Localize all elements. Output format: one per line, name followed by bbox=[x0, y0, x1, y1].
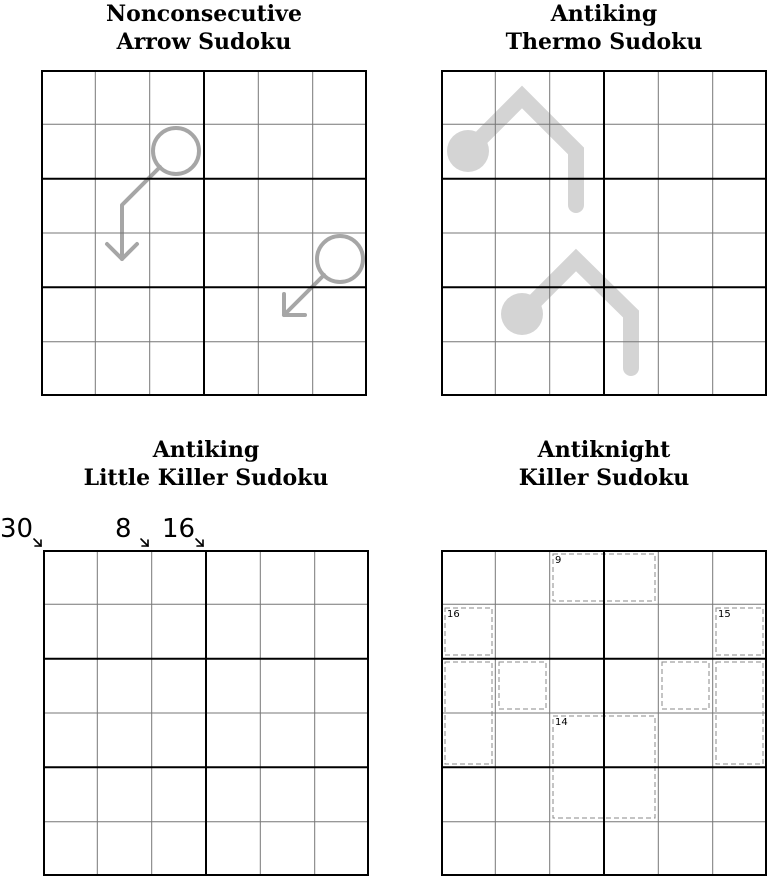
clue-label: 16 bbox=[162, 514, 196, 544]
title-line-2: Killer Sudoku bbox=[518, 465, 690, 491]
clue-label: 30 bbox=[0, 514, 34, 544]
cage-sum: 15 bbox=[718, 609, 731, 620]
cage bbox=[662, 662, 709, 709]
cage-sum: 16 bbox=[447, 609, 460, 620]
title-line-2: Thermo Sudoku bbox=[505, 29, 703, 55]
arrow-shaft bbox=[284, 275, 324, 315]
cage bbox=[499, 662, 546, 709]
arrow-shaft bbox=[122, 167, 160, 259]
thermo-sudoku-grid[interactable] bbox=[441, 70, 767, 396]
arrow-sudoku-grid[interactable] bbox=[41, 70, 367, 396]
title-line-2: Little Killer Sudoku bbox=[83, 465, 329, 491]
clue-label: 8 bbox=[115, 514, 132, 544]
puzzle-title-thermo bbox=[441, 0, 767, 56]
title-line-2: Arrow Sudoku bbox=[116, 29, 292, 55]
puzzle-title-killer bbox=[441, 436, 767, 492]
cage-sum: 14 bbox=[555, 717, 568, 728]
title-line-1: Nonconsecutive bbox=[106, 1, 302, 27]
little-killer-clues bbox=[0, 514, 203, 546]
title-line-1: Antiking bbox=[550, 1, 658, 27]
title-line-1: Antiknight bbox=[537, 437, 671, 463]
title-line-1: Antiking bbox=[152, 437, 260, 463]
puzzle-title-arrow bbox=[41, 0, 367, 56]
cage-sums bbox=[447, 555, 731, 728]
little-killer-sudoku-grid[interactable] bbox=[0, 505, 370, 876]
cage-sum: 9 bbox=[555, 555, 562, 566]
killer-sudoku-grid[interactable] bbox=[441, 550, 767, 876]
puzzle-title-little-killer bbox=[43, 436, 369, 492]
